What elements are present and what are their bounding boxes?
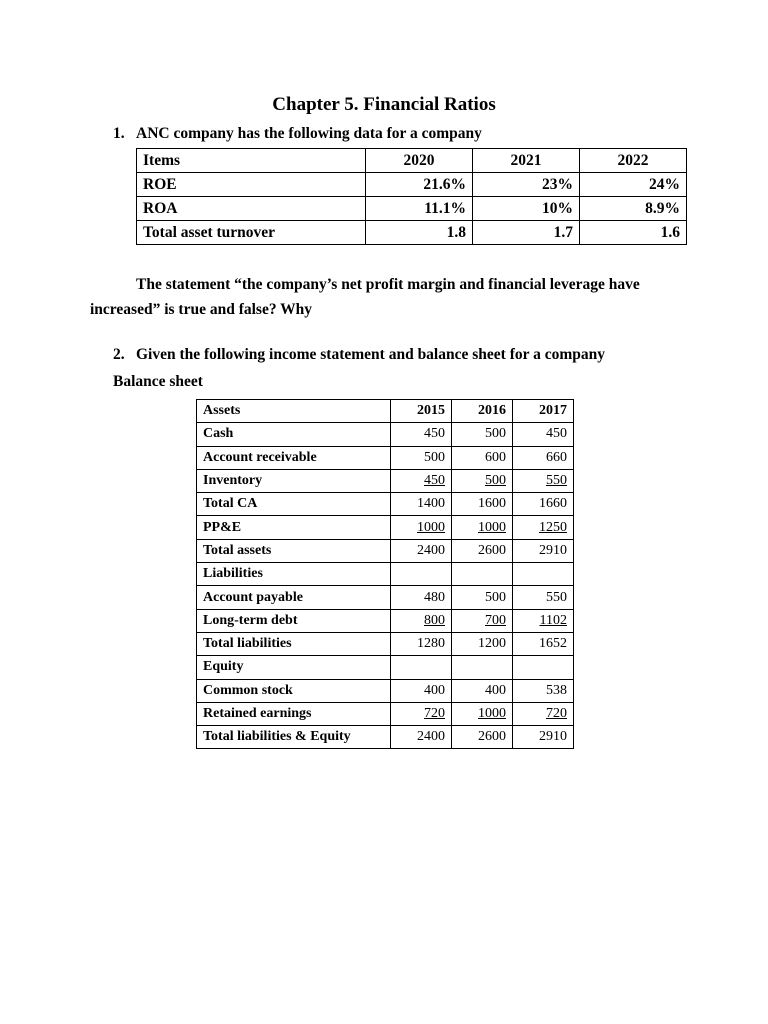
header-cell: Assets	[197, 400, 391, 423]
value-text: 2600	[478, 729, 506, 745]
value-cell	[513, 446, 574, 469]
value-text: 2910	[539, 729, 567, 745]
header-cell: 2021	[473, 149, 580, 173]
question-2-text: Given the following income statement and balance sheet for a company	[136, 346, 605, 363]
row-label: Account receivable	[197, 446, 391, 469]
value-text: 400	[424, 682, 445, 698]
row-label: Total liabilities & Equity	[197, 726, 391, 749]
table-row	[197, 679, 574, 702]
value-text: 500	[485, 589, 506, 605]
value-text: 2400	[417, 542, 445, 558]
value-text: 480	[424, 589, 445, 605]
value-cell	[391, 656, 452, 679]
value-cell	[452, 632, 513, 655]
row-label: Equity	[197, 656, 391, 679]
value-text: 1652	[539, 636, 567, 652]
balance-sheet-title: Balance sheet	[113, 373, 203, 390]
header-cell: 2015	[391, 400, 452, 423]
value-text: 2400	[417, 729, 445, 745]
table-row	[137, 173, 687, 197]
value-text: 1250	[539, 519, 567, 535]
table-cell: 24%	[580, 173, 687, 197]
value-text: 1400	[417, 496, 445, 512]
value-text: 720	[546, 706, 567, 721]
table-row	[197, 563, 574, 586]
value-cell	[513, 493, 574, 516]
value-text: 660	[546, 449, 567, 465]
balance-sheet-table	[196, 399, 574, 749]
value-cell	[452, 539, 513, 562]
value-cell	[391, 679, 452, 702]
value-text: 1660	[539, 496, 567, 512]
table-row	[197, 609, 574, 632]
question-2	[113, 346, 605, 364]
value-text: 600	[485, 449, 506, 465]
table-row	[197, 423, 574, 446]
ratios-table	[136, 148, 687, 245]
table-row	[197, 586, 574, 609]
value-cell	[452, 516, 513, 539]
value-cell	[452, 563, 513, 586]
row-label: PP&E	[197, 516, 391, 539]
value-text: 1102	[539, 612, 567, 628]
table-row	[197, 632, 574, 655]
table-cell: 8.9%	[580, 197, 687, 221]
value-cell	[513, 586, 574, 609]
table-cell: ROA	[137, 197, 366, 221]
table-row	[197, 516, 574, 539]
value-cell	[513, 656, 574, 679]
value-cell	[452, 446, 513, 469]
table-row	[197, 446, 574, 469]
value-cell	[513, 516, 574, 539]
row-label: Liabilities	[197, 563, 391, 586]
value-cell	[391, 446, 452, 469]
value-text: 700	[485, 612, 506, 628]
table-row	[197, 726, 574, 749]
question-1-text: ANC company has the following data for a company	[136, 125, 482, 142]
value-cell	[452, 469, 513, 492]
row-label: Cash	[197, 423, 391, 446]
value-cell	[513, 609, 574, 632]
value-cell	[513, 726, 574, 749]
value-cell	[513, 539, 574, 562]
value-cell	[452, 493, 513, 516]
value-text: 450	[546, 426, 567, 442]
value-text: 550	[546, 473, 567, 489]
header-cell: 2022	[580, 149, 687, 173]
question-1	[113, 125, 482, 143]
value-text: 800	[424, 612, 445, 628]
page-title: Chapter 5. Financial Ratios	[272, 94, 496, 115]
statement-line-1: The statement “the company’s net profit margin and financial leverage have	[136, 276, 640, 293]
table-cell: ROE	[137, 173, 366, 197]
value-text: 400	[485, 682, 506, 698]
value-text: 1200	[478, 636, 506, 652]
row-label: Inventory	[197, 469, 391, 492]
row-label: Total liabilities	[197, 632, 391, 655]
value-cell	[391, 516, 452, 539]
value-cell	[452, 656, 513, 679]
value-cell	[452, 702, 513, 725]
table-row	[197, 539, 574, 562]
row-label: Retained earnings	[197, 702, 391, 725]
table-row	[137, 221, 687, 245]
value-text: 2600	[478, 542, 506, 558]
table-cell: 1.8	[366, 221, 473, 245]
value-text: 1000	[417, 519, 445, 535]
value-text: 1000	[478, 706, 506, 721]
value-cell	[513, 563, 574, 586]
table-row	[197, 656, 574, 679]
value-cell	[391, 563, 452, 586]
value-cell	[391, 469, 452, 492]
row-label: Common stock	[197, 679, 391, 702]
question-1-number: 1.	[113, 125, 125, 142]
table-cell: 1.6	[580, 221, 687, 245]
table-cell: 21.6%	[366, 173, 473, 197]
value-text: 1280	[417, 636, 445, 652]
value-cell	[452, 609, 513, 632]
header-cell: 2017	[513, 400, 574, 423]
value-text: 2910	[539, 542, 567, 558]
value-text: 450	[424, 426, 445, 442]
value-cell	[452, 679, 513, 702]
value-text: 720	[424, 706, 445, 721]
question-2-number: 2.	[113, 346, 125, 363]
value-cell	[513, 632, 574, 655]
value-cell	[391, 609, 452, 632]
table-row	[197, 493, 574, 516]
balance-sheet-header	[197, 400, 574, 423]
value-cell	[452, 726, 513, 749]
row-label: Total assets	[197, 539, 391, 562]
row-label: Long-term debt	[197, 609, 391, 632]
table-cell: 23%	[473, 173, 580, 197]
value-cell	[391, 726, 452, 749]
value-text: 550	[546, 589, 567, 605]
value-cell	[391, 702, 452, 725]
table-row	[197, 702, 574, 725]
value-text: 500	[424, 449, 445, 465]
header-cell: Items	[137, 149, 366, 173]
value-cell	[391, 539, 452, 562]
value-text: 500	[485, 473, 506, 489]
table-row	[197, 469, 574, 492]
value-text: 1000	[478, 519, 506, 535]
value-text: 500	[485, 426, 506, 442]
value-cell	[513, 679, 574, 702]
value-text: 1600	[478, 496, 506, 512]
value-cell	[391, 493, 452, 516]
table-cell: 10%	[473, 197, 580, 221]
value-cell	[513, 423, 574, 446]
value-cell	[391, 632, 452, 655]
table-cell: 11.1%	[366, 197, 473, 221]
value-cell	[391, 586, 452, 609]
value-text: 538	[546, 682, 567, 698]
value-cell	[513, 702, 574, 725]
ratios-table-header	[137, 149, 687, 173]
value-cell	[452, 423, 513, 446]
table-cell: Total asset turnover	[137, 221, 366, 245]
value-text: 450	[424, 473, 445, 489]
header-cell: 2020	[366, 149, 473, 173]
table-cell: 1.7	[473, 221, 580, 245]
statement-line-2: increased” is true and false? Why	[90, 301, 313, 318]
header-cell: 2016	[452, 400, 513, 423]
value-cell	[513, 469, 574, 492]
value-cell	[391, 423, 452, 446]
value-cell	[452, 586, 513, 609]
row-label: Account payable	[197, 586, 391, 609]
table-row	[137, 197, 687, 221]
row-label: Total CA	[197, 493, 391, 516]
